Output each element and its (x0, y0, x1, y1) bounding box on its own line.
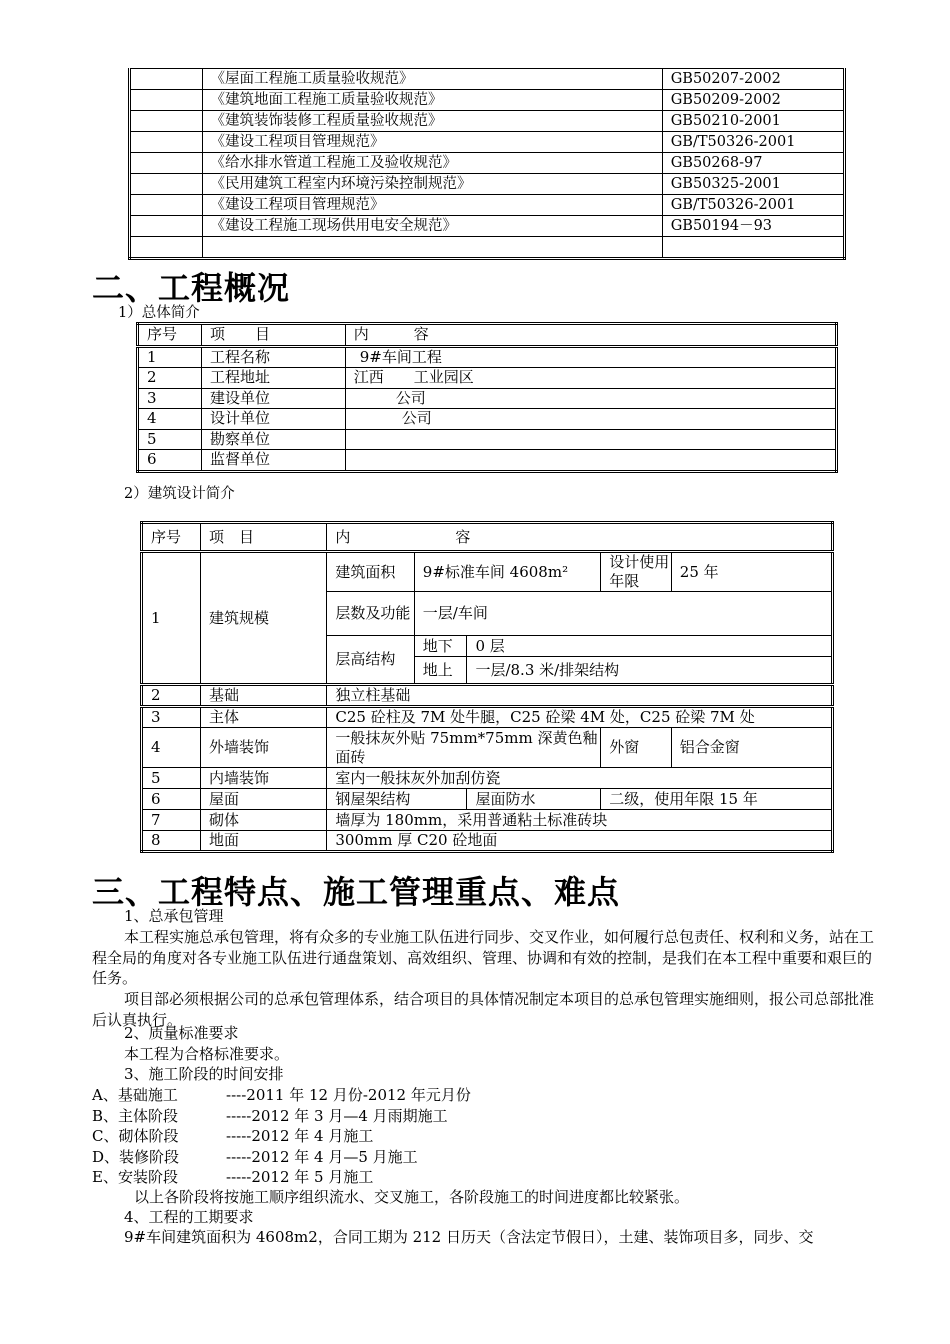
phase-item (92, 1106, 471, 1127)
design-row8-item: 地面 (200, 831, 326, 852)
overview-item: 监督单位 (201, 450, 345, 472)
design-row7-no: 7 (142, 810, 201, 831)
overview-subtitle: 1）总体简介 (118, 305, 200, 321)
design-row1-item: 建筑规模 (200, 552, 326, 685)
area-value: 9#标准车间 4608m² (414, 552, 600, 592)
standard-name: 《建筑装饰装修工程质量验收规范》 (202, 111, 662, 132)
phase-time: -----2012 年 4 月—5 月施工 (226, 1147, 418, 1166)
design-row7-item: 砌体 (200, 810, 326, 831)
standard-blank (130, 195, 203, 216)
section3-title: 三、工程特点、施工管理重点、难点 (92, 873, 621, 911)
underground-label: 地下 (414, 636, 467, 657)
overview-content: 9#车间工程 (345, 346, 836, 368)
standard-code: GB50268-97 (662, 153, 844, 174)
phase-item (92, 1147, 471, 1168)
overview-row (138, 388, 837, 409)
design-row5-no: 5 (142, 768, 201, 789)
standard-row (130, 153, 845, 174)
standard-name: 《建设工程施工现场供用电安全规范》 (202, 216, 662, 237)
design-row4-no: 4 (142, 728, 201, 768)
standard-blank (130, 174, 203, 195)
phase-label: E、安装阶段 (92, 1168, 178, 1186)
design-row6-item: 屋面 (200, 789, 326, 810)
standard-code: GB/T50326-2001 (662, 132, 844, 153)
overview-header-content: 内 容 (345, 324, 836, 347)
design-row7-content: 墙厚为 180mm，采用普通粘土标准砖块 (327, 810, 833, 831)
empty-cell (202, 237, 662, 259)
phase-item (92, 1126, 471, 1147)
overview-row (138, 409, 837, 430)
overview-item: 设计单位 (201, 409, 345, 430)
standard-blank (130, 132, 203, 153)
standard-row (130, 111, 845, 132)
design-subtitle: 2）建筑设计简介 (124, 486, 235, 502)
overview-no: 3 (138, 388, 202, 409)
design-row8-content: 300mm 厚 C20 砼地面 (327, 831, 833, 852)
underground-value: 0 层 (467, 636, 833, 657)
overview-content: 江西 工业园区 (345, 368, 836, 389)
design-header-content: 内 容 (327, 523, 833, 552)
standard-code: GB50209-2002 (662, 90, 844, 111)
paragraph-contract-2: 项目部必须根据公司的总承包管理体系，结合项目的具体情况制定本项目的总承包管理实施细则，报公司总部批准后认真执行。 (92, 990, 875, 1029)
overview-no: 1 (138, 346, 202, 368)
design-row3-no: 3 (142, 707, 201, 728)
empty-cell (662, 237, 844, 259)
standard-row (130, 69, 845, 90)
phase-item (92, 1167, 471, 1188)
phase-time: -----2012 年 5 月施工 (226, 1168, 374, 1186)
window-value: 铝合金窗 (671, 728, 832, 768)
overview-no: 6 (138, 450, 202, 472)
phase-time: -----2012 年 3 月—4 月雨期施工 (226, 1106, 448, 1125)
phase-label: A、基础施工 (92, 1086, 178, 1104)
standard-blank (130, 69, 203, 90)
standard-blank (130, 216, 203, 237)
overview-row (138, 346, 837, 368)
phase-list (92, 1085, 471, 1188)
heading-duration: 4、工程的工期要求 (124, 1208, 254, 1226)
overview-item: 勘察单位 (201, 429, 345, 450)
design-table (140, 521, 834, 853)
design-row5-item: 内墙装饰 (200, 768, 326, 789)
aboveground-value: 一层/8.3 米/排架结构 (467, 657, 833, 685)
overview-item: 工程地址 (201, 368, 345, 389)
height-label: 层高结构 (327, 636, 414, 685)
overview-row (138, 450, 837, 472)
design-header-no: 序号 (142, 523, 201, 552)
overview-row (138, 429, 837, 450)
standard-blank (130, 90, 203, 111)
overview-content: 公司 (345, 388, 836, 409)
standard-row (130, 195, 845, 216)
standard-blank (130, 153, 203, 174)
overview-no: 2 (138, 368, 202, 389)
overview-no: 5 (138, 429, 202, 450)
phase-label: D、装修阶段 (92, 1147, 180, 1166)
overview-item: 建设单位 (201, 388, 345, 409)
standard-blank (130, 111, 203, 132)
overview-header-item: 项 目 (201, 324, 345, 347)
phase-label: B、主体阶段 (92, 1106, 179, 1125)
design-row6-content: 钢屋架结构 (327, 789, 467, 810)
heading-contract: 1、总承包管理 (124, 907, 224, 925)
phase-label: C、砌体阶段 (92, 1127, 179, 1145)
standard-name: 《屋面工程施工质量验收规范》 (202, 69, 662, 90)
design-row5-content: 室内一般抹灰外加刮仿瓷 (327, 768, 833, 789)
standard-row (130, 90, 845, 111)
design-row2-item: 基础 (200, 685, 326, 707)
design-row1-no: 1 (142, 552, 201, 685)
floors-label: 层数及功能 (327, 592, 414, 636)
paragraph-duration: 9#车间建筑面积为 4608m2，合同工期为 212 日历天（含法定节假日），土建、装饰项目多，同步、交 (124, 1228, 814, 1246)
design-row3-item: 主体 (200, 707, 326, 728)
area-label: 建筑面积 (327, 552, 414, 592)
window-label: 外窗 (601, 728, 672, 768)
design-row3-content: C25 砼柱及 7M 处牛腿，C25 砼梁 4M 处，C25 砼梁 7M 处 (327, 707, 833, 728)
waterproof-value: 二级，使用年限 15 年 (601, 789, 833, 810)
overview-content (345, 450, 836, 472)
heading-schedule: 3、施工阶段的时间安排 (124, 1065, 284, 1083)
overview-table (136, 322, 838, 473)
design-header-item: 项 目 (200, 523, 326, 552)
design-row4-content: 一般抹灰外贴 75mm*75mm 深黄色釉面砖 (327, 728, 601, 768)
overview-content (345, 429, 836, 450)
paragraph-schedule-note: 以上各阶段将按施工顺序组织流水、交叉施工，各阶段施工的时间进度都比较紧张。 (134, 1188, 690, 1206)
standard-name: 《给水排水管道工程施工及验收规范》 (202, 153, 662, 174)
floors-value: 一层/车间 (414, 592, 832, 636)
aboveground-label: 地上 (414, 657, 467, 685)
design-row8-no: 8 (142, 831, 201, 852)
paragraph-contract-1: 本工程实施总承包管理，将有众多的专业施工队伍进行同步、交叉作业，如何履行总包责任、权利和义务，站在工程全局的角度对各专业施工队伍进行通盘策划、高效组织、管理、协调和有效的控制，是我们在本工程中重要和艰巨的任务。 (92, 928, 875, 987)
standards-table (128, 68, 846, 260)
standard-name: 《建筑地面工程施工质量验收规范》 (202, 90, 662, 111)
heading-quality: 2、质量标准要求 (124, 1024, 239, 1042)
standard-code: GB50194－93 (662, 216, 844, 237)
standard-code: GB50207-2002 (662, 69, 844, 90)
design-row2-content: 独立柱基础 (327, 685, 833, 707)
paragraph-quality: 本工程为合格标准要求。 (124, 1045, 290, 1063)
life-value: 25 年 (671, 552, 832, 592)
overview-content: 公司 (345, 409, 836, 430)
standard-row (130, 132, 845, 153)
section2-title: 二、工程概况 (92, 269, 291, 307)
overview-no: 4 (138, 409, 202, 430)
phase-item (92, 1085, 471, 1106)
design-row2-no: 2 (142, 685, 201, 707)
phase-time: -----2012 年 4 月施工 (226, 1127, 374, 1145)
standard-name: 《民用建筑工程室内环境污染控制规范》 (202, 174, 662, 195)
standard-row (130, 174, 845, 195)
standard-name: 《建设工程项目管理规范》 (202, 132, 662, 153)
waterproof-label: 屋面防水 (467, 789, 601, 810)
standard-code: GB50325-2001 (662, 174, 844, 195)
life-label: 设计使用年限 (601, 552, 672, 592)
standard-row (130, 216, 845, 237)
design-row6-no: 6 (142, 789, 201, 810)
overview-row (138, 368, 837, 389)
overview-item: 工程名称 (201, 346, 345, 368)
standard-row-empty (130, 237, 845, 259)
design-row4-item: 外墙装饰 (200, 728, 326, 768)
empty-cell (130, 237, 203, 259)
phase-time: ----2011 年 12 月份-2012 年元月份 (226, 1086, 471, 1104)
standard-code: GB/T50326-2001 (662, 195, 844, 216)
overview-header-no: 序号 (138, 324, 202, 347)
standard-code: GB50210-2001 (662, 111, 844, 132)
standard-name: 《建设工程项目管理规范》 (202, 195, 662, 216)
